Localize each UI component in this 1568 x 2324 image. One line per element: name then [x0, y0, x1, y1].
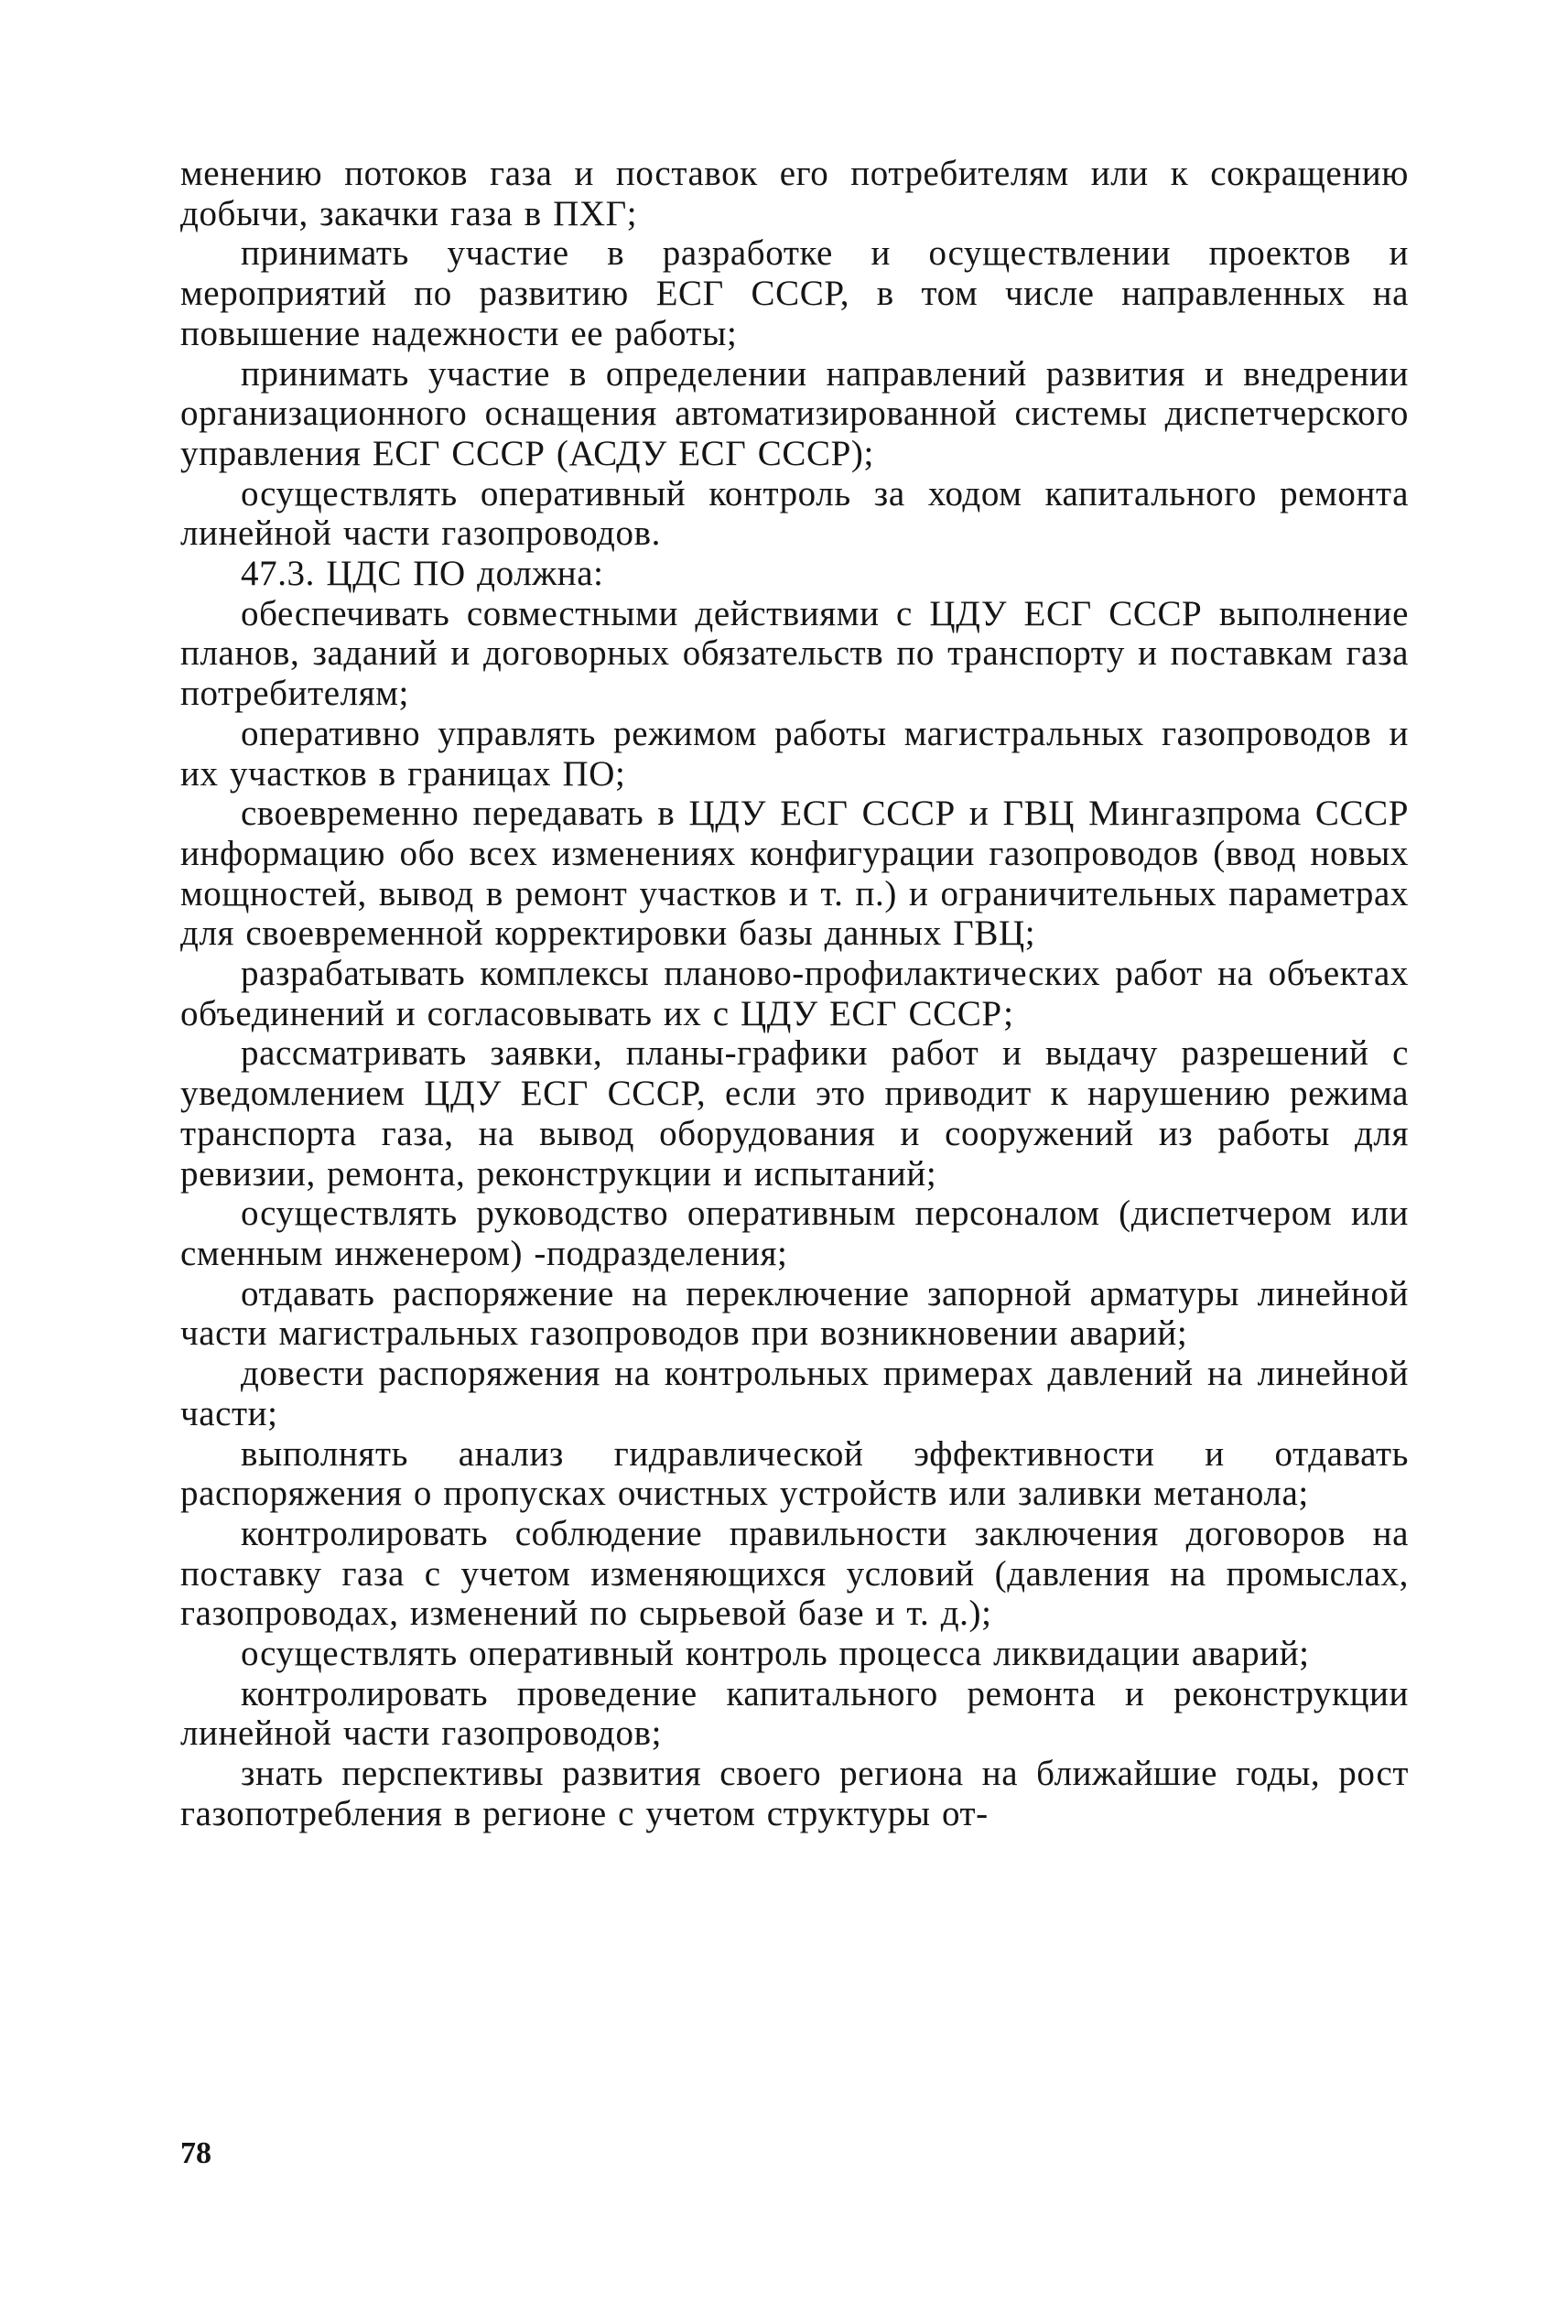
paragraph: осуществлять руководство оперативным персоналом (диспетчером или сменным инженером) -подразделения; — [180, 1194, 1409, 1273]
paragraph: отдавать распоряжение на переключение запорной арматуры линейной части магистральных газопроводов при возникновении аварий; — [180, 1273, 1409, 1354]
paragraph: рассматривать заявки, планы-графики работ и выдачу разрешений с уведомлением ЦДУ ЕСГ СССР, если это приводит к нарушению режима транспорта газа, на вывод оборудования и сооружений из работы для ревизии, ремонта, реконструкции и испытаний; — [180, 1033, 1409, 1194]
paragraph: контролировать проведение капитального ремонта и реконструкции линейной части газопроводов; — [180, 1673, 1409, 1754]
paragraph: принимать участие в разработке и осуществлении проектов и мероприятий по развитию ЕСГ СССР, в том числе направленных на повышение надежности ее работы; — [180, 233, 1409, 353]
paragraph: выполнять анализ гидравлической эффективности и отдавать распоряжения о пропусках очистных устройств или заливки метанола; — [180, 1433, 1409, 1514]
paragraph-continuation: менению потоков газа и поставок его потребителям или к сокращению добычи, закачки газа в ПХГ; — [180, 154, 1409, 233]
paragraph: своевременно передавать в ЦДУ ЕСГ СССР и ГВЦ Мингазпрома СССР информацию обо всех изменениях конфигурации газопроводов (ввод новых мощностей, вывод в ремонт участков и т. п.) и ограничительных параметрах для своевременной корректировки базы данных ГВЦ; — [180, 794, 1409, 954]
paragraph: обеспечивать совместными действиями с ЦДУ ЕСГ СССР выполнение планов, заданий и договорных обязательств по транспорту и поставкам газа потребителям; — [180, 593, 1409, 714]
paragraph: разрабатывать комплексы планово-профилактических работ на объектах объединений и согласовывать их с ЦДУ ЕСГ СССР; — [180, 954, 1409, 1033]
paragraph: принимать участие в определении направлений развития и внедрении организационного оснащения автоматизированной системы диспетчерского управления ЕСГ СССР (АСДУ ЕСГ СССР); — [180, 353, 1409, 473]
section-heading: 47.3. ЦДС ПО должна: — [241, 554, 604, 594]
paragraph: оперативно управлять режимом работы магистральных газопроводов и их участков в границах ПО; — [180, 713, 1409, 794]
paragraph: осуществлять оперативный контроль процесса ликвидации аварий; — [241, 1634, 1310, 1674]
paragraph: довести распоряжения на контрольных примерах давлений на линейной части; — [180, 1354, 1409, 1433]
paragraph: осуществлять оперативный контроль за ходом капитального ремонта линейной части газопроводов. — [180, 473, 1409, 554]
paragraph: знать перспективы развития своего региона на ближайшие годы, рост газопотребления в регионе с учетом структуры от- — [180, 1754, 1409, 1833]
page-body — [180, 154, 1409, 1834]
paragraph: контролировать соблюдение правильности заключения договоров на поставку газа с учетом изменяющихся условий (давления на промыслах, газопроводах, изменений по сырьевой базе и т. д.); — [180, 1513, 1409, 1634]
page-number: 78 — [180, 2136, 211, 2170]
